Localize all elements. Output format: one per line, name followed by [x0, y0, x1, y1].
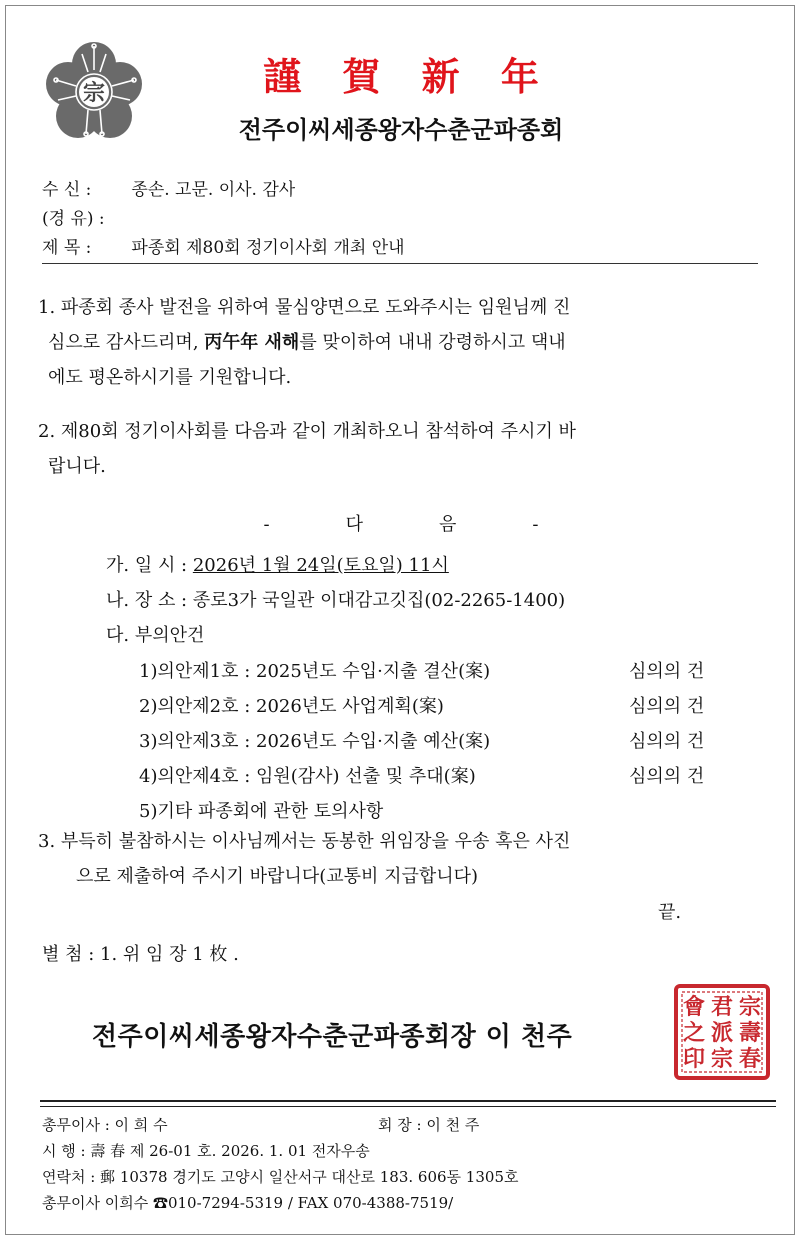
new-year-highlight: 丙午年 새해 — [204, 332, 300, 353]
seal-glyph: 春 — [738, 1046, 762, 1072]
agenda-item-action: 심의의 건 — [629, 696, 705, 717]
following-heading — [6, 510, 796, 536]
paragraph-3-line-2: 으로 제출하여 주시기 바랍니다(교통비 지급합니다) — [76, 866, 479, 887]
contact-address: 연락처 : 郵 10378 경기도 고양시 일산서구 대산로 183. 606동 1305호 — [42, 1168, 519, 1186]
via-row — [42, 205, 405, 234]
agenda-item-action: 심의의 건 — [629, 661, 705, 682]
enforcement-line: 시 행 : 壽 春 제 26-01 호. 2026. 1. 01 전자우송 — [42, 1142, 370, 1160]
date-label: 가. 일 시 : — [106, 555, 193, 576]
agenda-label: 다. 부의안건 — [106, 625, 205, 646]
seal-glyph: 壽 — [738, 1020, 762, 1046]
paragraph-1 — [38, 290, 738, 395]
agenda-list — [139, 654, 705, 829]
date-row — [106, 548, 565, 583]
seal-glyph: 印 — [682, 1046, 706, 1072]
agenda-item-action: 심의의 건 — [629, 766, 705, 787]
document-meta — [42, 176, 405, 263]
paragraph-2 — [38, 414, 738, 484]
greeting-title: 謹 賀 新 年 — [263, 54, 553, 99]
paragraph-2-line-2: 랍니다. — [48, 456, 106, 477]
recipient-value: 종손. 고문. 이사. 감사 — [131, 180, 296, 200]
paragraph-1-line-2c: 를 맞이하여 내내 강령하시고 댁내 — [299, 332, 566, 353]
agenda-item-text: 3)의안제3호 : 2026년도 수입·지출 예산(案) — [139, 731, 491, 752]
seal-glyph: 派 — [710, 1020, 734, 1046]
end-mark: 끝. — [658, 902, 682, 923]
agenda-item — [139, 654, 705, 689]
agenda-item — [139, 724, 705, 759]
meeting-details — [106, 548, 565, 653]
paragraph-2-line-1: 2. 제80회 정기이사회를 다음과 같이 개최하오니 참석하여 주시기 바 — [38, 421, 576, 442]
secretary-name: 총무이사 : 이 희 수 — [42, 1116, 168, 1134]
contact-phone: 총무이사 이희수 ☎010-7294-5319 / FAX 070-4388-7519/ — [42, 1194, 454, 1212]
place-row — [106, 583, 565, 618]
place-value: 종로3가 국일관 이대감고깃집(02-2265-1400) — [192, 590, 566, 611]
footer-officers-row — [42, 1112, 518, 1138]
recipient-row — [42, 176, 405, 205]
agenda-item — [139, 689, 705, 724]
chief-name: 회 장 : 이 천 주 — [378, 1116, 480, 1134]
organization-title: 전주이씨세종왕자수춘군파종회 — [238, 116, 564, 144]
dash-right: - — [532, 514, 539, 535]
date-value: 2026년 1월 24일(토요일) 11시 — [192, 555, 449, 576]
paragraph-3 — [38, 824, 753, 894]
dash-left: - — [263, 514, 270, 535]
agenda-item-text: 4)의안제4호 : 임원(감사) 선출 및 추대(案) — [139, 766, 476, 787]
footer — [42, 1112, 518, 1216]
seal-glyph: 君 — [710, 994, 734, 1020]
seal-glyph: 宗 — [738, 994, 762, 1020]
subject-label: 제 목 : — [42, 238, 92, 258]
agenda-item-action: 심의의 건 — [629, 731, 705, 752]
meta-divider — [42, 263, 758, 264]
seal-glyph: 會 — [682, 994, 706, 1020]
official-seal-icon — [674, 984, 770, 1080]
paragraph-1-line-2a: 심으로 감사드리며, — [48, 332, 205, 353]
paragraph-1-line-3: 에도 평온하시기를 기원합니다. — [48, 367, 292, 388]
following-char-1: 다 — [345, 514, 363, 535]
paragraph-1-line-2 — [38, 325, 738, 360]
recipient-label: 수 신 : — [42, 180, 92, 200]
seal-glyph: 宗 — [710, 1046, 734, 1072]
document-page — [5, 5, 795, 1235]
agenda-item-text: 2)의안제2호 : 2026년도 사업계획(案) — [139, 696, 444, 717]
via-label: (경 유) : — [42, 209, 105, 229]
subject-row — [42, 234, 405, 263]
paragraph-1-line-1: 1. 파종회 종사 발전을 위하여 물심양면으로 도와주시는 임원님께 진 — [38, 297, 571, 318]
paragraph-3-line-1: 3. 부득히 불참하시는 이사님께서는 동봉한 위임장을 우송 혹은 사진 — [38, 831, 571, 852]
agenda-item — [139, 759, 705, 794]
place-label: 나. 장 소 : — [106, 590, 193, 611]
agenda-item-text: 1)의안제1호 : 2025년도 수입·지출 결산(案) — [139, 661, 491, 682]
subject-value: 파종회 제80회 정기이사회 개최 안내 — [131, 238, 405, 258]
agenda-item-text: 5)기타 파종회에 관한 토의사항 — [139, 801, 384, 822]
footer-divider — [40, 1100, 776, 1107]
following-char-2: 음 — [439, 514, 457, 535]
seal-glyph: 之 — [682, 1020, 706, 1046]
emblem-glyph: 宗 — [82, 80, 106, 106]
attachment-line: 별 첨 : 1. 위 임 장 1 枚 . — [42, 944, 239, 965]
sender-signature: 전주이씨세종왕자수춘군파종회장 이 천주 — [92, 1022, 573, 1052]
